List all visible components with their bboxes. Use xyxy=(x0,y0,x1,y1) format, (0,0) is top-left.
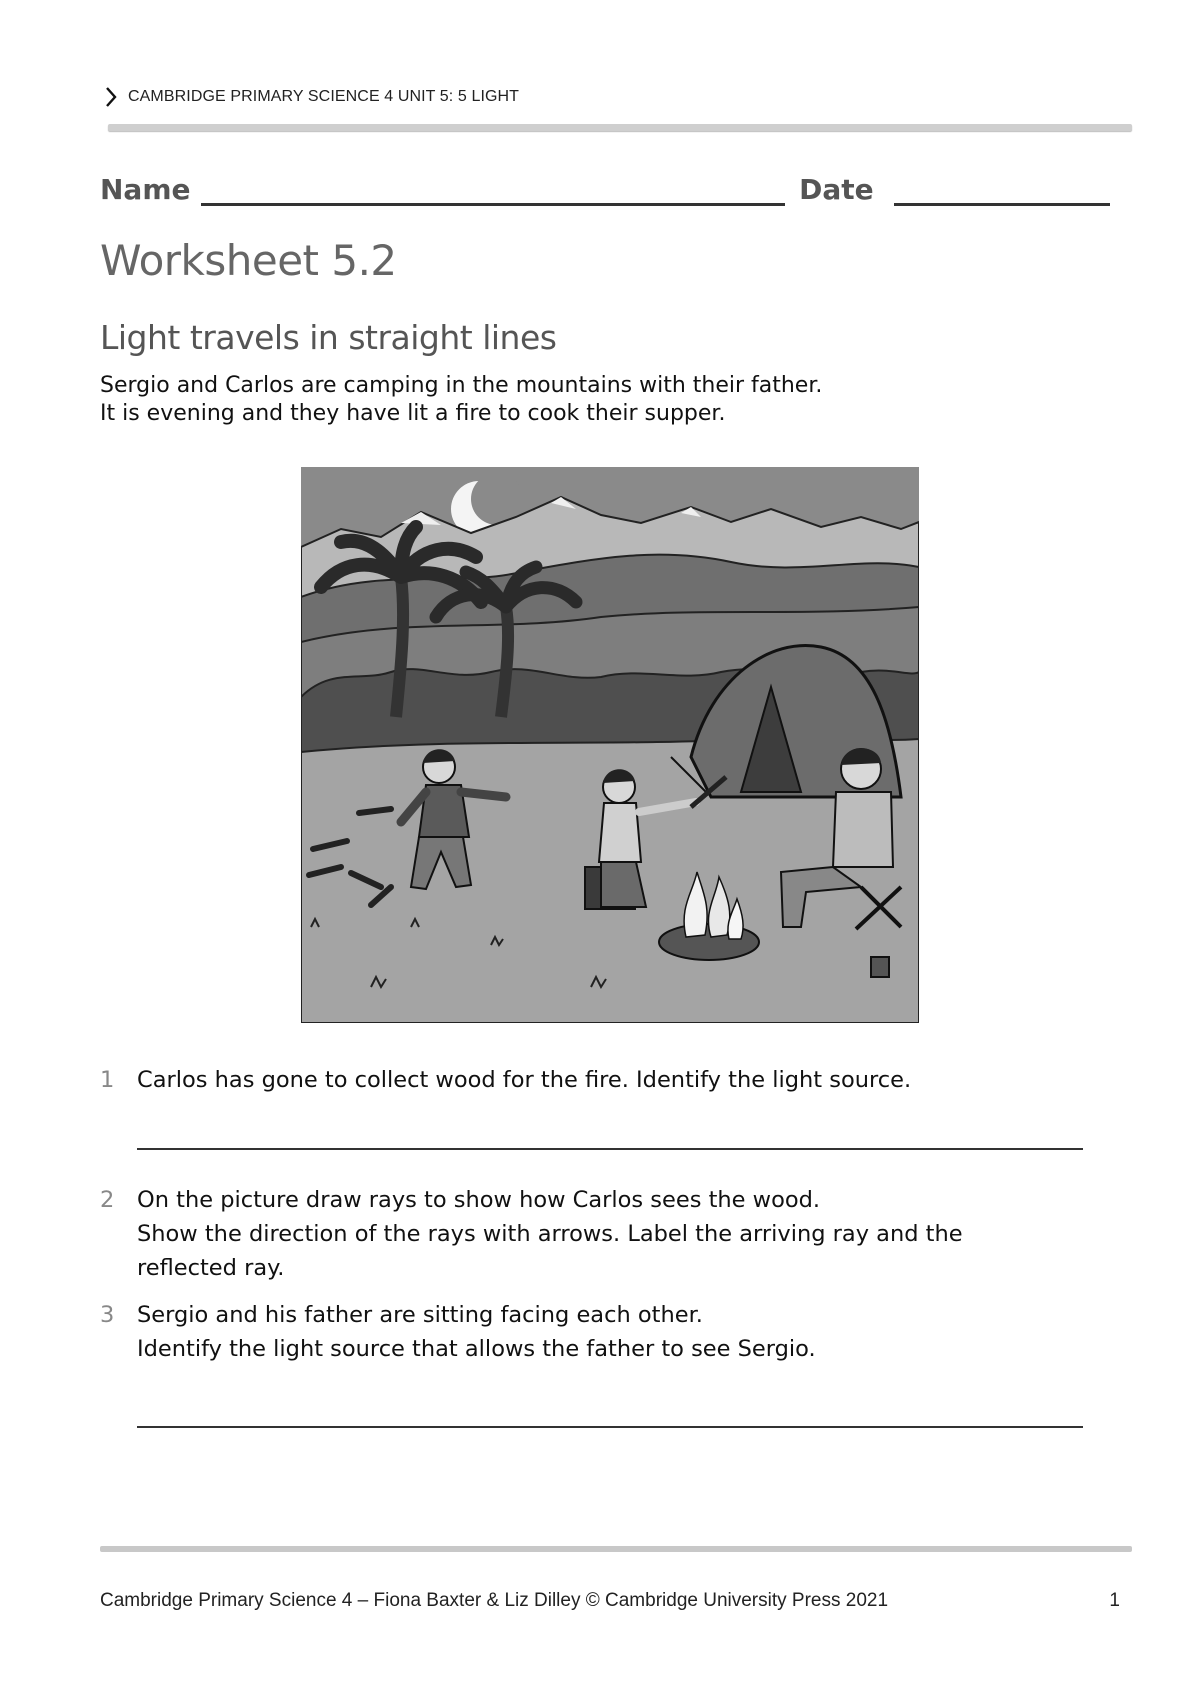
footer-divider xyxy=(100,1546,1132,1552)
question-number: 2 xyxy=(100,1187,115,1213)
worksheet-subtitle: Light travels in straight lines xyxy=(100,318,557,357)
name-label: Name xyxy=(100,173,191,206)
date-label: Date xyxy=(799,173,874,206)
header-divider xyxy=(108,124,1132,131)
footer xyxy=(100,1590,1120,1612)
breadcrumb-text: CAMBRIDGE PRIMARY SCIENCE 4 UNIT 5: 5 LIGHT xyxy=(128,88,520,105)
footer-credit: Cambridge Primary Science 4 – Fiona Baxter & Liz Dilley © Cambridge University Press 2021 xyxy=(100,1590,889,1611)
intro-line-1: Sergio and Carlos are camping in the mountains with their father. xyxy=(100,373,823,398)
camping-scene-svg xyxy=(301,467,919,1023)
question-number: 3 xyxy=(100,1302,115,1328)
breadcrumb xyxy=(104,86,519,108)
name-field[interactable] xyxy=(201,173,786,206)
worksheet-title: Worksheet 5.2 xyxy=(100,236,397,285)
answer-line-3[interactable] xyxy=(137,1426,1083,1428)
question-text-line-2: Show the direction of the rays with arrows. Label the arriving ray and the xyxy=(137,1221,963,1247)
question-text-line-3: reflected ray. xyxy=(137,1255,285,1281)
name-date-row xyxy=(100,166,1110,206)
intro-line-2: It is evening and they have lit a fire to cook their supper. xyxy=(100,401,726,426)
answer-line-1[interactable] xyxy=(137,1148,1083,1150)
page-number: 1 xyxy=(1109,1590,1120,1611)
question-text-line-2: Identify the light source that allows the father to see Sergio. xyxy=(137,1336,816,1362)
question-text: Carlos has gone to collect wood for the fire. Identify the light source. xyxy=(137,1067,912,1093)
question-text-line-1: On the picture draw rays to show how Carlos sees the wood. xyxy=(137,1187,821,1213)
chevron-right-icon xyxy=(104,86,118,108)
intro-text xyxy=(100,372,822,428)
camping-illustration[interactable] xyxy=(301,467,919,1023)
question-text-line-1: Sergio and his father are sitting facing each other. xyxy=(137,1302,703,1328)
question-number: 1 xyxy=(100,1067,115,1093)
date-field[interactable] xyxy=(894,173,1110,206)
